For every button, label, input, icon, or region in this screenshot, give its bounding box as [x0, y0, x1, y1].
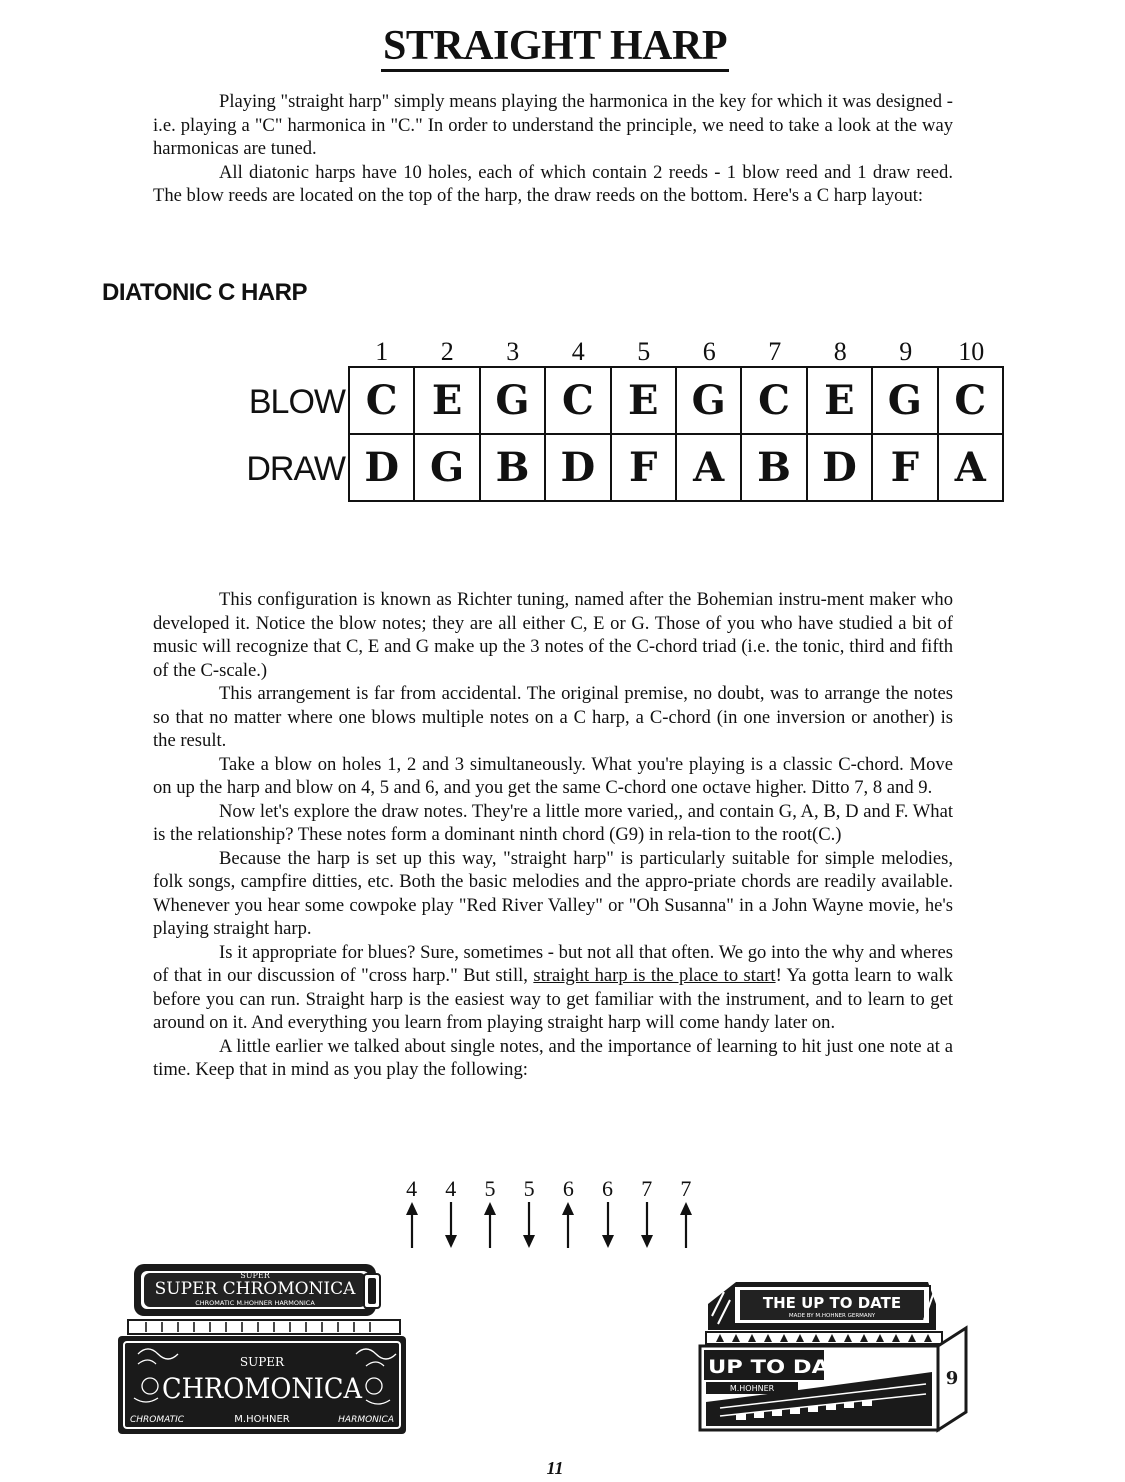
blow-arrow-icon — [679, 1202, 693, 1248]
blow-note: C — [545, 367, 610, 434]
blow-note: E — [611, 367, 676, 434]
blow-note: E — [414, 367, 479, 434]
underlined-phrase: straight harp is the place to start — [533, 965, 776, 986]
draw-label: DRAW — [246, 450, 345, 488]
box-sub-mid: M.HOHNER — [234, 1414, 290, 1425]
hole-numbers — [349, 337, 1004, 367]
draw-row — [349, 434, 1003, 501]
draw-note: A — [938, 434, 1003, 501]
hole-number: 3 — [506, 337, 520, 366]
draw-note: B — [741, 434, 806, 501]
hole-number: 1 — [375, 337, 389, 366]
exercise-step — [510, 1176, 549, 1248]
harmonica-top-sub: CHROMATIC M.HOHNER HARMONICA — [195, 1299, 315, 1307]
blow-note: C — [938, 367, 1003, 434]
exercise-step — [392, 1176, 431, 1248]
body-paragraph: Take a blow on holes 1, 2 and 3 simultaneously. What you're playing is a classic C-chord. Move on up the harp and blow on 4, 5 and 6, and you get the same C-chord one octave higher. Ditto 7, 8 and 9. — [153, 753, 953, 798]
right-top-sub: MADE BY M.HOHNER GERMANY — [788, 1313, 876, 1319]
right-top-brand: THE UP TO DATE — [762, 1294, 902, 1312]
exercise-step — [627, 1176, 666, 1248]
blow-note: C — [349, 367, 414, 434]
harmonica-top-brand: SUPER CHROMONICA — [154, 1279, 356, 1299]
intro-text — [153, 90, 953, 208]
exercise-notation — [392, 1176, 706, 1248]
hole-number: 4 — [571, 337, 585, 366]
hole-number: 8 — [833, 337, 847, 366]
exercise-hole: 5 — [523, 1176, 535, 1201]
intro-paragraph: All diatonic harps have 10 holes, each of which contain 2 reeds - 1 blow reed and 1 draw reed. The blow reeds are located on the top of the harp, the draw reeds on the bottom. Here's a C harp layout: — [153, 161, 953, 206]
blow-note: G — [872, 367, 937, 434]
draw-note: D — [349, 434, 414, 501]
draw-arrow-icon — [444, 1202, 458, 1248]
hole-number: 2 — [440, 337, 454, 366]
exercise-hole: 4 — [406, 1176, 418, 1201]
box-brand: CHROMONICA — [162, 1372, 363, 1405]
exercise-step — [588, 1176, 627, 1248]
blow-label: BLOW — [248, 383, 345, 421]
blow-arrow-icon — [405, 1202, 419, 1248]
exercise-hole: 4 — [445, 1176, 457, 1201]
hole-number: 10 — [958, 337, 985, 366]
harp-layout-table — [348, 366, 1004, 502]
hole-number: 5 — [637, 337, 651, 366]
draw-note: F — [611, 434, 676, 501]
page-number: 11 — [546, 1458, 564, 1478]
exercise-hole: 7 — [641, 1176, 653, 1201]
exercise-hole: 6 — [562, 1176, 574, 1201]
blow-note: G — [676, 367, 741, 434]
draw-note: A — [676, 434, 741, 501]
draw-arrow-icon — [522, 1202, 536, 1248]
draw-note: D — [545, 434, 610, 501]
hole-number: 6 — [702, 337, 716, 366]
exercise-step — [549, 1176, 588, 1248]
final-paragraph: A little earlier we talked about single notes, and the importance of learning to hit just one note at a time. Keep that in mind as you play the following: — [153, 1035, 953, 1080]
draw-note: G — [414, 434, 479, 501]
body-paragraph: This arrangement is far from accidental. The original premise, no doubt, was to arrange the notes so that no matter where one blows multiple notes on a C harp, a C-chord (in one inversion or another) is the result. — [153, 683, 953, 751]
draw-note: F — [872, 434, 937, 501]
hole-number: 9 — [899, 337, 913, 366]
blow-note: C — [741, 367, 806, 434]
harmonica-top-brand-small: SUPER — [240, 1271, 270, 1280]
blow-arrow-icon — [561, 1202, 575, 1248]
blow-row — [349, 367, 1003, 434]
blow-note: E — [807, 367, 872, 434]
blues-paragraph: Is it appropriate for blues? Sure, sometimes - but not all that often. We go into the why and wheres of that in our discussion of "cross harp." But still, straight harp is the place to start! Ya gotta learn to walk before you can run. Straight harp is the easiest way to get familiar with the instrument, and to learn to get around on it. And everything you learn from playing straight harp will come handy later on. — [153, 941, 953, 1033]
exercise-step — [431, 1176, 470, 1248]
draw-arrow-icon — [640, 1202, 654, 1248]
body-paragraph: Now let's explore the draw notes. They're a little more varied,, and contain G, A, B, D and F. What is the relationship? These notes form a dominant ninth chord (G9) in rela-tion to the root(C.) — [153, 800, 953, 845]
body-paragraph: This configuration is known as Richter tuning, named after the Bohemian instru-ment maker who developed it. Notice the blow notes; they are all either C, E or G. Those of you who have studied a bit of music will recognize that C, E and G make up the 3 notes of the C-chord triad (i.e. the tonic, third and fifth of the C-scale.) — [153, 589, 953, 681]
intro-paragraph: Playing "straight harp" simply means playing the harmonica in the key for which it was designed - i.e. playing a "C" harmonica in "C." In order to understand the principle, we need to take a look at the way harmonicas are tuned. — [153, 91, 953, 159]
blow-note: G — [480, 367, 545, 434]
draw-note: D — [807, 434, 872, 501]
right-box-brand: UP TO DATE — [708, 1356, 858, 1378]
chromonica-harmonica-illustration — [116, 1258, 408, 1438]
box-side-mark: 9 — [945, 1368, 959, 1389]
up-to-date-harmonica-illustration — [696, 1276, 980, 1434]
blow-arrow-icon — [483, 1202, 497, 1248]
right-box-sub: M.HOHNER — [729, 1384, 775, 1393]
box-brand-small: SUPER — [239, 1355, 285, 1369]
exercise-step — [666, 1176, 705, 1248]
exercise-step — [470, 1176, 509, 1248]
body-text — [153, 588, 953, 1082]
draw-note: B — [480, 434, 545, 501]
hole-number: 7 — [768, 337, 782, 366]
draw-arrow-icon — [601, 1202, 615, 1248]
box-sub-left: CHROMATIC — [130, 1415, 185, 1425]
box-sub-right: HARMONICA — [338, 1415, 394, 1425]
page-title: STRAIGHT HARP — [0, 22, 1110, 70]
exercise-hole: 6 — [602, 1176, 614, 1201]
exercise-hole: 5 — [484, 1176, 496, 1201]
body-paragraph: Because the harp is set up this way, "straight harp" is particularly suitable for simple melodies, folk songs, campfire ditties, etc. Both the basic melodies and the appro-priate chords are readily available. Whenever you hear some cowpoke play "Red River Valley" or "Oh Susanna" in a John Wayne movie, he's playing straight harp. — [153, 847, 953, 939]
exercise-hole: 7 — [680, 1176, 692, 1201]
section-title: DIATONIC C HARP — [102, 279, 307, 306]
